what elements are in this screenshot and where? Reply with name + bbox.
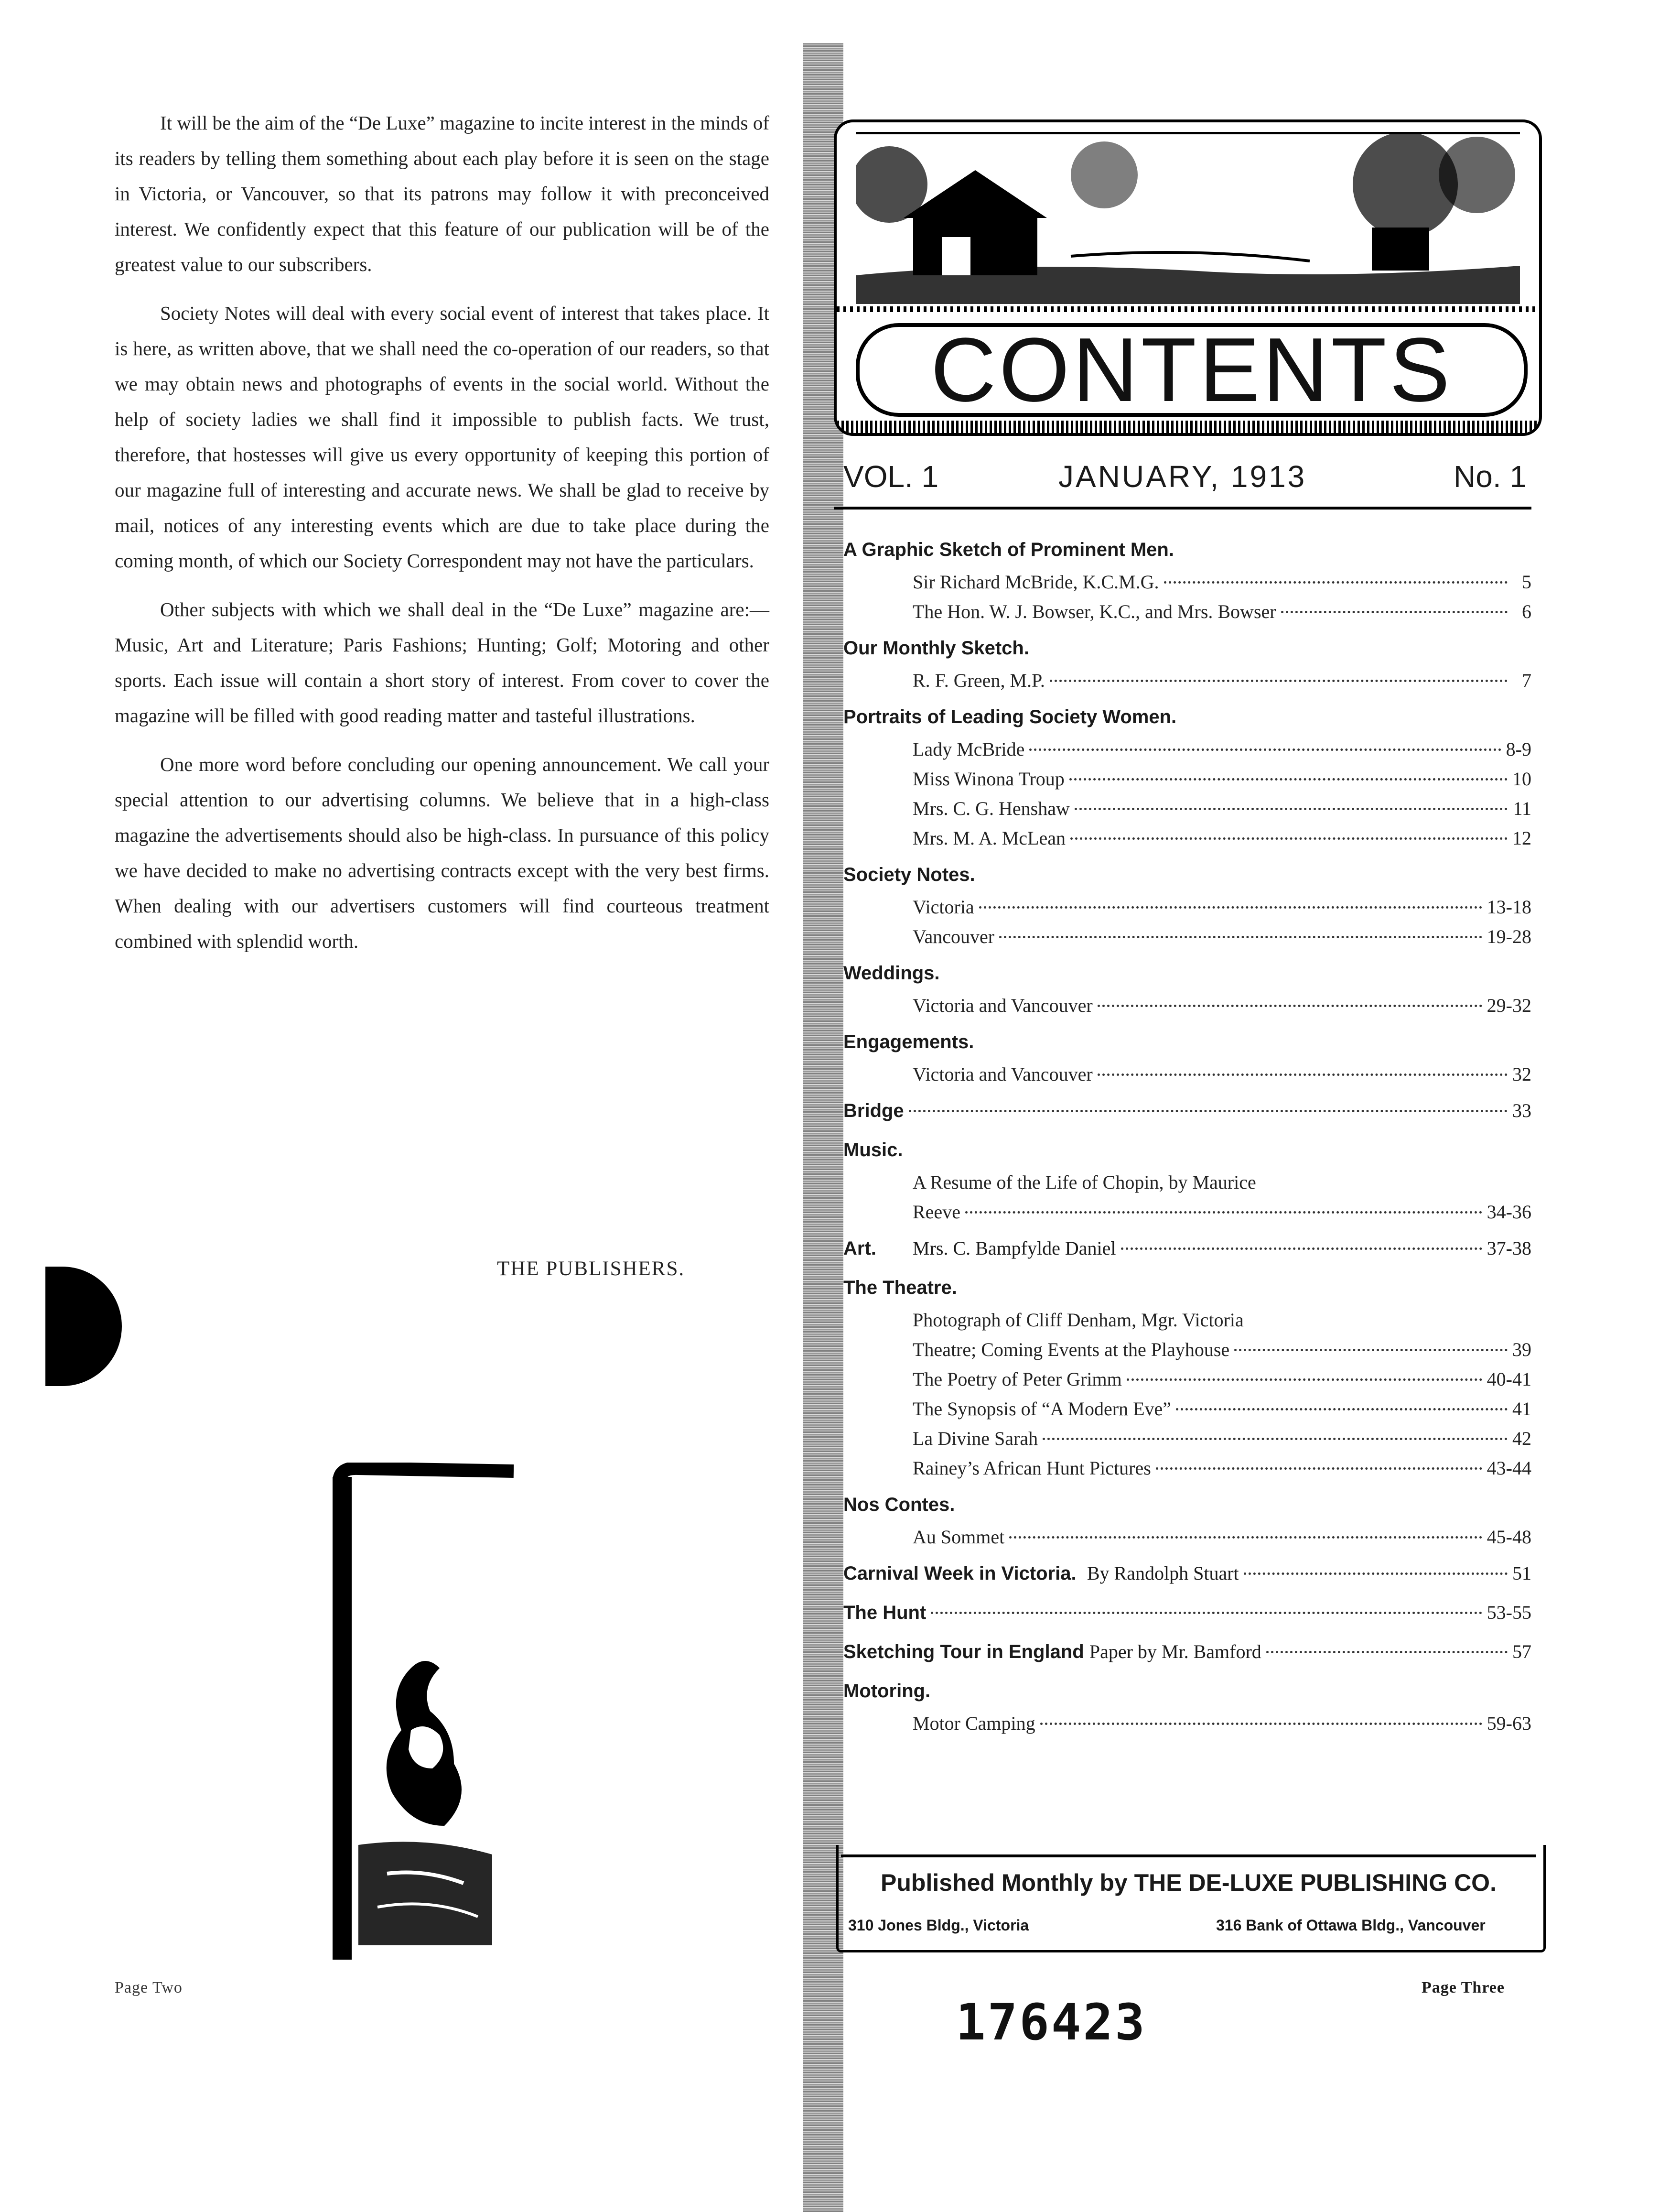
table-of-contents: [843, 528, 1531, 1738]
toc-entry-page: 42: [1512, 1428, 1531, 1449]
banner-ornament-bottom: [837, 421, 1539, 433]
contents-title: CONTENTS: [856, 323, 1528, 417]
toc-entry-title: Victoria and Vancouver: [913, 995, 1093, 1016]
toc-entry-continuation: Theatre; Coming Events at the Playhouse: [913, 1339, 1230, 1360]
dot-leader: [1040, 1723, 1482, 1725]
toc-entry-page: 7: [1522, 670, 1531, 691]
toc-entry-title: Motor Camping: [913, 1713, 1035, 1734]
dot-leader: [1043, 1438, 1508, 1440]
dot-leader: [965, 1211, 1482, 1214]
toc-entry-title: Sir Richard McBride, K.C.M.G.: [913, 571, 1159, 593]
toc-entry-title: The Poetry of Peter Grimm: [913, 1368, 1122, 1390]
toc-entry[interactable]: [843, 1522, 1531, 1552]
toc-entry[interactable]: [843, 666, 1531, 695]
toc-section-title: A Graphic Sketch of Prominent Men.: [843, 539, 1174, 560]
dot-leader: [909, 1110, 1508, 1112]
toc-entry-page: 8-9: [1506, 738, 1531, 760]
dot-leader: [999, 936, 1482, 938]
dot-leader: [931, 1612, 1482, 1614]
toc-section-inline[interactable]: [843, 1231, 1531, 1266]
toc-entry-title: Miss Winona Troup: [913, 768, 1065, 790]
toc-section-inline[interactable]: [843, 1595, 1531, 1630]
accession-number-stamp: 176423: [956, 1993, 1147, 2051]
dot-leader: [1281, 611, 1508, 613]
toc-entry[interactable]: [843, 597, 1531, 627]
banner-ornament-line: [837, 306, 1539, 312]
toc-entry-title: Victoria: [913, 896, 974, 918]
dot-leader: [1075, 808, 1508, 810]
toc-section-title: Motoring.: [843, 1681, 931, 1702]
rural-scene-illustration: [856, 132, 1520, 304]
toc-entry[interactable]: [843, 1709, 1531, 1738]
toc-entry[interactable]: [843, 1424, 1531, 1453]
toc-entry[interactable]: [843, 1365, 1531, 1394]
toc-entry-page: 57: [1512, 1641, 1531, 1662]
toc-entry[interactable]: [843, 794, 1531, 824]
toc-entry-title: Au Sommet: [913, 1526, 1005, 1548]
toc-entry-page: 10: [1512, 768, 1531, 790]
toc-entry-title: R. F. Green, M.P.: [913, 670, 1045, 691]
dot-leader: [1121, 1247, 1482, 1250]
toc-entry-title: Vancouver: [913, 926, 995, 947]
toc-entry-title[interactable]: A Resume of the Life of Chopin, by Maurice: [913, 1171, 1256, 1193]
toc-section-title: The Theatre.: [843, 1277, 957, 1298]
dot-leader: [1164, 581, 1508, 584]
toc-entry[interactable]: [843, 1453, 1531, 1483]
issue-header: [843, 459, 1527, 502]
toc-entry-page: 51: [1512, 1562, 1531, 1584]
toc-entry[interactable]: [843, 922, 1531, 952]
toc-entry-page: 39: [1512, 1339, 1531, 1360]
toc-entry-title: The Hon. W. J. Bowser, K.C., and Mrs. Bowser: [913, 601, 1276, 622]
toc-section-title: Nos Contes.: [843, 1494, 955, 1515]
dot-leader: [1234, 1349, 1508, 1351]
toc-entry-page: 43-44: [1487, 1457, 1531, 1479]
toc-section-title: Society Notes.: [843, 864, 975, 885]
left-page-article: [115, 105, 769, 972]
toc-entry-page: 41: [1512, 1398, 1531, 1420]
toc-entry-title: By Randolph Stuart: [1087, 1562, 1239, 1584]
toc-entry[interactable]: [843, 1060, 1531, 1089]
dot-leader: [1266, 1651, 1508, 1653]
toc-section-title: Engagements.: [843, 1031, 974, 1052]
toc-entry[interactable]: [843, 1335, 1531, 1365]
toc-entry-page: 29-32: [1487, 995, 1531, 1016]
toc-entry[interactable]: [843, 764, 1531, 794]
toc-entry[interactable]: [843, 892, 1531, 922]
dot-leader: [979, 906, 1482, 909]
toc-entry-page: 59-63: [1487, 1713, 1531, 1734]
dot-leader: [1009, 1536, 1482, 1539]
publisher-box: [836, 1845, 1546, 1952]
dot-leader: [1244, 1572, 1508, 1575]
toc-entry[interactable]: [843, 1394, 1531, 1424]
toc-section-title: Sketching Tour in England: [843, 1641, 1084, 1662]
toc-entry[interactable]: [843, 735, 1531, 764]
toc-entry-title: Paper by Mr. Bamford: [1089, 1641, 1261, 1662]
toc-entry-page: 37-38: [1487, 1237, 1531, 1259]
toc-entry[interactable]: [843, 824, 1531, 853]
dot-leader: [1070, 837, 1508, 840]
toc-section-title: Portraits of Leading Society Women.: [843, 706, 1177, 727]
toc-entry-page: 53-55: [1487, 1602, 1531, 1623]
dot-leader: [1127, 1378, 1482, 1381]
toc-entry[interactable]: [843, 1197, 1531, 1227]
article-paragraph: Other subjects with which we shall deal in the “De Luxe” magazine are:—Music, Art and Literature; Paris Fashions; Hunting; Golf; Motoring and other sports. Each issue will contain a short story of interest. From cover to cover the magazine will be filled with good reading matter and tasteful illustrations.: [115, 598, 769, 726]
toc-entry-title: Mrs. C. Bampfylde Daniel: [913, 1237, 1116, 1259]
toc-section-inline[interactable]: [843, 1093, 1531, 1128]
toc-entry-page: 13-18: [1487, 896, 1531, 918]
dot-leader: [1098, 1005, 1482, 1007]
publishers-signature: THE PUBLISHERS.: [497, 1258, 685, 1280]
toc-entry-page: 45-48: [1487, 1526, 1531, 1548]
swan-illustration: [330, 1463, 516, 1960]
toc-entry-page: 19-28: [1487, 926, 1531, 947]
toc-entry-title: Mrs. M. A. McLean: [913, 827, 1066, 849]
toc-entry-page: 34-36: [1487, 1201, 1531, 1223]
toc-section-title: The Hunt: [843, 1602, 927, 1623]
page-number-left: Page Two: [115, 1979, 183, 1996]
toc-section-title: Carnival Week in Victoria.: [843, 1563, 1077, 1584]
volume-label: VOL. 1: [843, 459, 939, 494]
dot-leader: [1156, 1467, 1482, 1470]
header-rule: [834, 507, 1531, 510]
dot-leader: [1098, 1073, 1508, 1076]
vancouver-address: 316 Bank of Ottawa Bldg., Vancouver: [1216, 1917, 1486, 1934]
dot-leader: [1050, 680, 1508, 682]
publisher-line: Published Monthly by THE DE-LUXE PUBLISHING CO.: [881, 1869, 1497, 1896]
dot-leader: [1069, 778, 1508, 781]
toc-entry-page: 40-41: [1487, 1368, 1531, 1390]
toc-entry-title: La Divine Sarah: [913, 1428, 1038, 1449]
toc-entry-page: 33: [1512, 1100, 1531, 1121]
toc-section-title: Bridge: [843, 1100, 904, 1121]
binding-hole: [45, 1267, 122, 1386]
toc-entry[interactable]: [843, 991, 1531, 1020]
toc-entry-page: 5: [1522, 571, 1531, 593]
article-paragraph: It will be the aim of the “De Luxe” magazine to incite interest in the minds of its readers by telling them something about each play before it is seen on the stage in Victoria, or Vancouver, so that its patrons may follow it with preconceived interest. We confidently expect that this feature of our publication will be of the greatest value to our subscribers.: [115, 112, 769, 275]
contents-banner: [834, 119, 1542, 436]
toc-entry-title[interactable]: Photograph of Cliff Denham, Mgr. Victoria: [913, 1309, 1244, 1331]
toc-entry-title: Victoria and Vancouver: [913, 1063, 1093, 1085]
issue-number: No. 1: [1454, 459, 1527, 494]
toc-entry-title: Mrs. C. G. Henshaw: [913, 798, 1070, 819]
issue-date: JANUARY, 1913: [1058, 459, 1307, 494]
article-paragraph: One more word before concluding our opening announcement. We call your special attention to our advertising columns. We believe that in a high-class magazine the advertisements should also be high-class. In pursuance of this policy we have decided to make no advertising contracts except with the very best firms. When dealing with our advertisers customers will find courteous treatment combined with splendid worth.: [115, 753, 769, 952]
toc-entry-title: The Synopsis of “A Modern Eve”: [913, 1398, 1172, 1420]
toc-entry-title: Lady McBride: [913, 738, 1025, 760]
publisher-rule: [841, 1854, 1536, 1857]
toc-section-inline[interactable]: [843, 1634, 1531, 1670]
article-paragraph: Society Notes will deal with every social event of interest that takes place. It is here, as written above, that we shall need the co-operation of our readers, so that we may obtain news and photographs of events in the social world. Without the help of society ladies we shall find it impossible to publish facts. We trust, therefore, that hostesses will give us every opportunity of keeping this portion of our magazine full of interesting and accurate news. We shall be glad to receive by mail, notices of any interesting events which are due to take place during the coming month, of which our Society Correspondent may not have the particulars.: [115, 302, 769, 572]
toc-entry-page: 32: [1512, 1063, 1531, 1085]
toc-entry-title: Rainey’s African Hunt Pictures: [913, 1457, 1151, 1479]
toc-entry-page: 12: [1512, 827, 1531, 849]
toc-entry-continuation: Reeve: [913, 1201, 960, 1223]
page-number-right: Page Three: [1422, 1979, 1505, 1996]
toc-section-title: Our Monthly Sketch.: [843, 638, 1029, 659]
toc-entry-page: 6: [1522, 601, 1531, 622]
victoria-address: 310 Jones Bldg., Victoria: [848, 1917, 1029, 1934]
toc-section-inline[interactable]: [843, 1556, 1531, 1591]
toc-entry[interactable]: [843, 567, 1531, 597]
toc-section-title: Weddings.: [843, 963, 940, 984]
toc-section-title: Music.: [843, 1139, 903, 1160]
dot-leader: [1029, 748, 1501, 751]
toc-section-title: Art.: [843, 1238, 876, 1259]
dot-leader: [1176, 1408, 1508, 1410]
toc-entry-page: 11: [1513, 798, 1531, 819]
